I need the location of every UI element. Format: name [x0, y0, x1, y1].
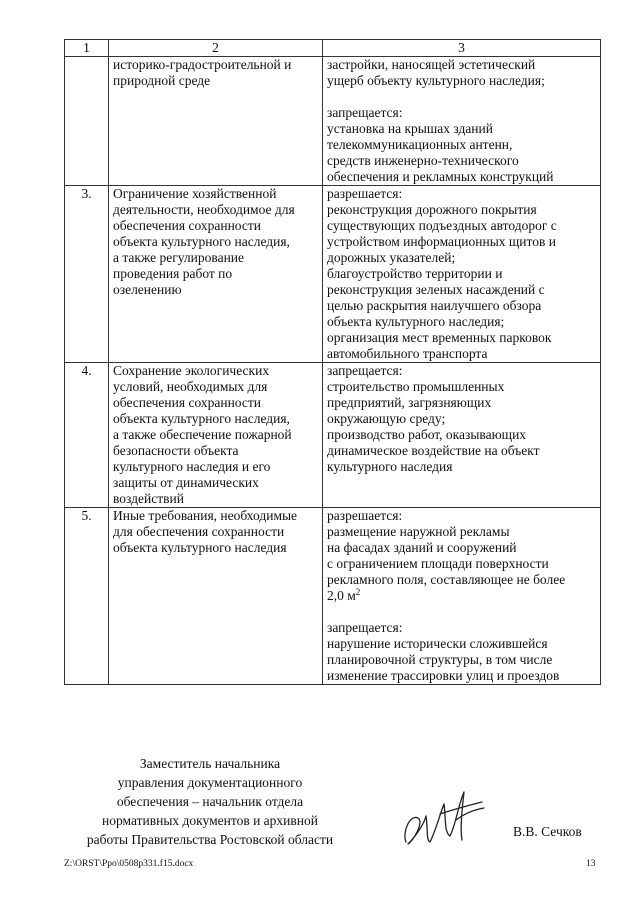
regime-line: планировочной структуры, в том числе: [327, 652, 553, 667]
requirement-line: историко-градостроительной и: [113, 57, 292, 72]
area-limit-value: 2,0 м: [327, 588, 356, 603]
position-line: управления документационного: [117, 775, 303, 790]
position-line: нормативных документов и архивной: [102, 813, 318, 828]
requirement-line: объекта культурного наследия,: [113, 411, 290, 426]
requirement-line: обеспечения сохранности: [113, 395, 262, 410]
regime-line: телекоммуникационных антенн,: [327, 137, 513, 152]
regime-line: устройством информационных щитов и: [327, 234, 556, 249]
column-number-1: 1: [65, 40, 109, 57]
requirement-line: Ограничение хозяйственной: [113, 186, 277, 201]
requirement-cell: [109, 363, 323, 508]
requirement-line: а также обеспечение пожарной: [113, 427, 292, 442]
regime-line: ущерб объекту культурного наследия;: [327, 73, 545, 88]
requirement-line: объекта культурного наследия: [113, 540, 287, 555]
requirement-cell: [109, 508, 323, 685]
requirement-line: обеспечения сохранности: [113, 218, 262, 233]
regime-line: разрешается:: [327, 186, 403, 201]
requirement-line: природной среде: [113, 73, 211, 88]
regime-line: существующих подъездных автодорог с: [327, 218, 557, 233]
regime-line: организация мест временных парковок: [327, 330, 552, 345]
requirement-line: культурного наследия и его: [113, 459, 271, 474]
requirement-line: Сохранение экологических: [113, 363, 270, 378]
regime-line: нарушение исторически сложившейся: [327, 636, 548, 651]
requirement-line: озеленению: [113, 282, 182, 297]
position-line: обеспечения – начальник отдела: [116, 794, 304, 809]
requirement-line: защиты от динамических: [113, 475, 259, 490]
requirements-table: [64, 39, 601, 685]
regime-line: рекламного поля, составляющее не более: [327, 572, 566, 587]
position-line: работы Правительства Ростовской области: [86, 832, 334, 847]
requirement-cell: [109, 57, 323, 186]
area-unit-exponent: 2: [355, 587, 361, 597]
requirement-line: безопасности объекта: [113, 443, 239, 458]
column-number-3: 3: [323, 40, 601, 57]
regime-line: целью раскрытия наилучшего обзора: [327, 298, 542, 313]
requirement-cell: [109, 186, 323, 363]
regime-line: запрещается:: [327, 620, 403, 635]
regime-line: обеспечения и рекламных конструкций: [327, 169, 554, 184]
regime-line: средств инженерно-технического: [327, 153, 519, 168]
regime-line: культурного наследия: [327, 459, 453, 474]
requirement-line: а также регулирование: [113, 250, 245, 265]
regime-line: благоустройство территории и: [327, 266, 503, 281]
regime-line: изменение трассировки улиц и проездов: [327, 668, 560, 683]
regime-line: запрещается:: [327, 363, 403, 378]
regime-line: предприятий, загрязняющих: [327, 395, 492, 410]
regime-line: реконструкция зеленых насаждений с: [327, 282, 545, 297]
regime-line: установка на крышах зданий: [327, 121, 493, 136]
regime-line: окружающую среду;: [327, 411, 446, 426]
file-path: Z:\ORST\Ppo\0508p331.f15.docx: [64, 859, 194, 869]
regime-line: автомобильного транспорта: [327, 346, 488, 361]
table-row: [65, 186, 601, 363]
requirement-line: деятельности, необходимое для: [113, 202, 295, 217]
row-number: 5.: [65, 508, 109, 685]
table-header-row: [65, 40, 601, 57]
regime-line: запрещается:: [327, 105, 403, 120]
regime-line: строительство промышленных: [327, 379, 505, 394]
regime-line: на фасадах зданий и сооружений: [327, 540, 517, 555]
regime-cell: [323, 186, 601, 363]
signatory-position: [60, 754, 360, 849]
regime-line: застройки, наносящей эстетический: [327, 57, 536, 72]
column-number-2: 2: [109, 40, 323, 57]
table-row: [65, 363, 601, 508]
regime-line: реконструкция дорожного покрытия: [327, 202, 537, 217]
regime-line: размещение наружной рекламы: [327, 524, 510, 539]
requirement-line: проведения работ по: [113, 266, 233, 281]
regime-cell: [323, 363, 601, 508]
position-line: Заместитель начальника: [139, 756, 281, 771]
signer-name: В.В. Сечков: [513, 824, 582, 839]
requirement-line: Иные требования, необходимые: [113, 508, 298, 523]
row-number: 4.: [65, 363, 109, 508]
paragraph-gap: [327, 604, 596, 620]
requirement-line: воздействий: [113, 491, 184, 506]
regime-line: разрешается:: [327, 508, 403, 523]
regime-line: динамическое воздействие на объект: [327, 443, 540, 458]
page-number: 13: [586, 859, 596, 869]
regime-line: производство работ, оказывающих: [327, 427, 527, 442]
table-row: [65, 57, 601, 186]
requirement-line: объекта культурного наследия,: [113, 234, 290, 249]
requirement-line: для обеспечения сохранности: [113, 524, 285, 539]
paragraph-gap: [327, 89, 596, 105]
regime-line: объекта культурного наследия;: [327, 314, 505, 329]
table-row: [65, 508, 601, 685]
regime-line: дорожных указателей;: [327, 250, 456, 265]
regime-cell: [323, 57, 601, 186]
area-limit-line: [327, 588, 596, 604]
requirement-line: условий, необходимых для: [113, 379, 268, 394]
handwritten-signature: [400, 784, 490, 850]
row-number: [65, 57, 109, 186]
regime-line: с ограничением площади поверхности: [327, 556, 549, 571]
row-number: 3.: [65, 186, 109, 363]
regime-cell: [323, 508, 601, 685]
